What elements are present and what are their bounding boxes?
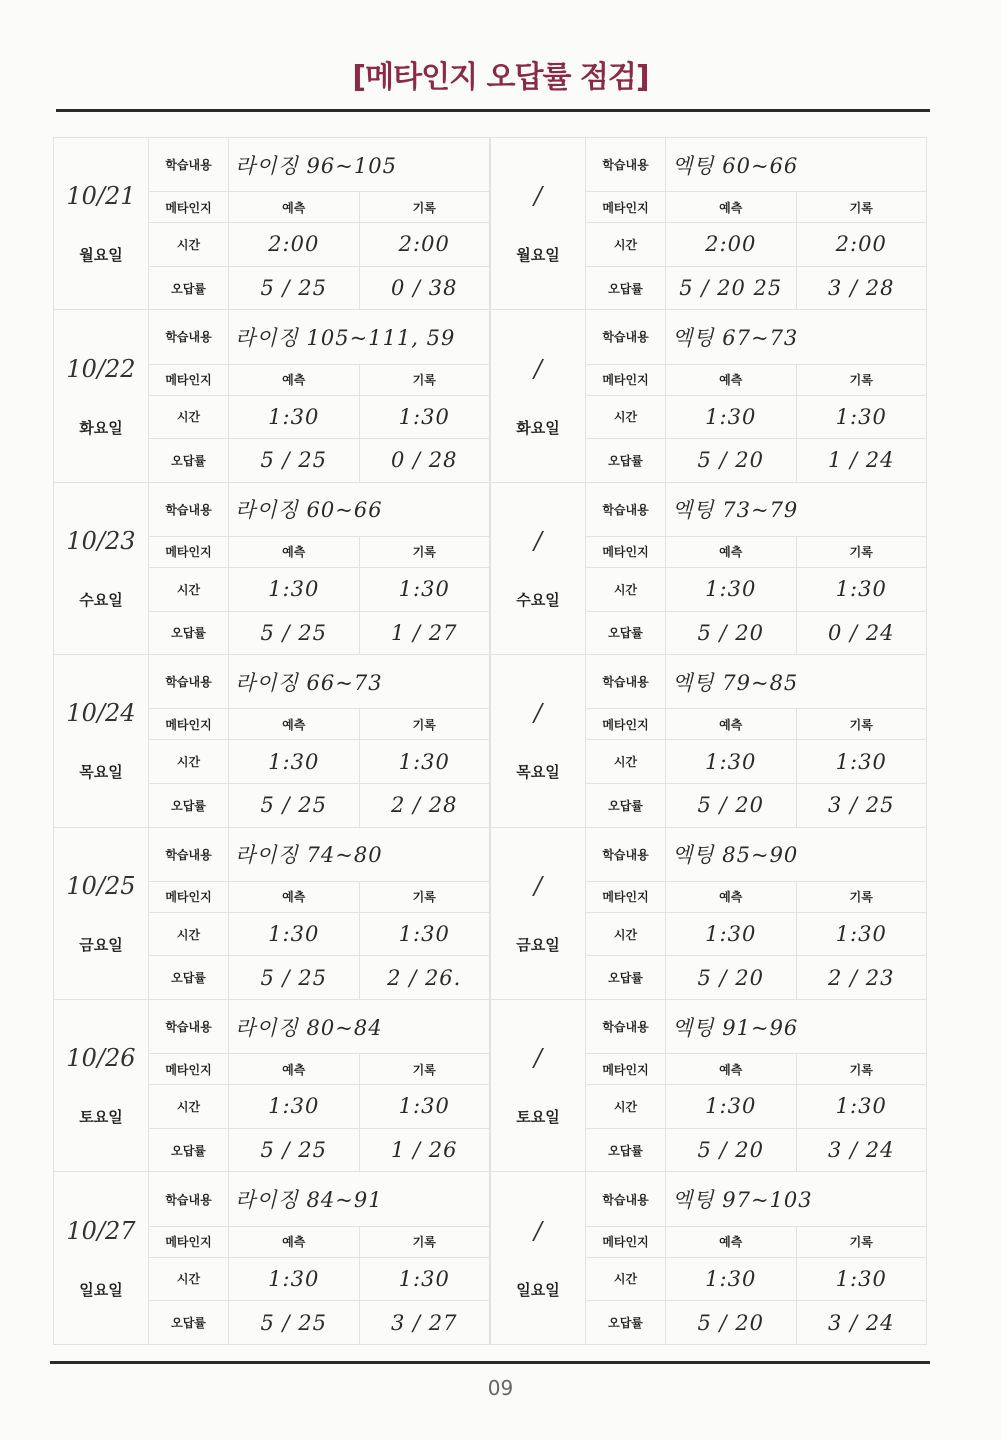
- content-label: 학습내용: [586, 138, 666, 192]
- error-predict-value: 5 / 25: [229, 266, 360, 310]
- day-cell: [54, 827, 149, 999]
- day-row-content: [491, 827, 927, 881]
- record-header: 기록: [796, 364, 927, 395]
- weekday-label: 목요일: [79, 763, 123, 782]
- content-label: 학습내용: [586, 1172, 666, 1226]
- error-rate-label: 오답률: [586, 1128, 666, 1172]
- day-cell: [491, 1172, 586, 1345]
- metacog-label: 메타인지: [586, 1054, 666, 1085]
- time-label: 시간: [149, 567, 229, 611]
- error-rate-label: 오답률: [586, 1301, 666, 1345]
- date-text: 10/25: [66, 871, 136, 900]
- time-predict-value: 1:30: [666, 1257, 797, 1301]
- metacog-label: 메타인지: [586, 536, 666, 567]
- weekday-label: 수요일: [516, 591, 560, 610]
- metacog-label: 메타인지: [149, 192, 229, 223]
- weekday-label: 화요일: [79, 418, 123, 437]
- predict-header: 예측: [229, 1226, 360, 1257]
- metacog-label: 메타인지: [586, 192, 666, 223]
- study-content-value: 라이징 60~66: [229, 482, 490, 536]
- record-header: 기록: [796, 1054, 927, 1085]
- error-rate-label: 오답률: [586, 611, 666, 655]
- day-cell: [491, 655, 586, 827]
- error-record-value: 2 / 26.: [359, 956, 490, 1000]
- day-cell: [54, 1000, 149, 1172]
- date-text: 10/24: [66, 699, 136, 728]
- content-label: 학습내용: [149, 138, 229, 192]
- study-content-value: 라이징 74~80: [229, 827, 490, 881]
- error-rate-label: 오답률: [586, 266, 666, 310]
- date-text: /: [533, 871, 543, 900]
- error-record-value: 3 / 24: [796, 1301, 927, 1345]
- error-predict-value: 5 / 25: [229, 1301, 360, 1345]
- study-content-value: 엑팅 73~79: [666, 482, 927, 536]
- study-content-value: 라이징 80~84: [229, 1000, 490, 1054]
- predict-header: 예측: [229, 364, 360, 395]
- time-record-value: 2:00: [796, 223, 927, 267]
- predict-header: 예측: [666, 536, 797, 567]
- content-label: 학습내용: [149, 310, 229, 364]
- date-text: 10/27: [66, 1216, 136, 1245]
- day-cell: [491, 1000, 586, 1172]
- date-text: 10/23: [66, 527, 136, 556]
- content-label: 학습내용: [149, 1172, 229, 1226]
- date-text: 10/21: [66, 182, 136, 211]
- time-record-value: 1:30: [359, 1085, 490, 1129]
- error-predict-value: 5 / 25: [229, 783, 360, 827]
- record-header: 기록: [796, 881, 927, 912]
- left-table: [53, 137, 490, 1345]
- study-content-value: 엑팅 79~85: [666, 655, 927, 709]
- weekday-label: 토요일: [79, 1108, 123, 1127]
- day-cell: [491, 138, 586, 310]
- error-rate-label: 오답률: [586, 956, 666, 1000]
- time-label: 시간: [149, 395, 229, 439]
- study-content-value: 라이징 84~91: [229, 1172, 490, 1226]
- time-record-value: 2:00: [359, 223, 490, 267]
- day-row-content: [491, 310, 927, 364]
- study-content-value: 엑팅 67~73: [666, 310, 927, 364]
- date-text: 10/26: [66, 1044, 136, 1073]
- time-predict-value: 1:30: [666, 912, 797, 956]
- date-text: /: [533, 1044, 543, 1073]
- metacog-label: 메타인지: [149, 881, 229, 912]
- day-row-content: [491, 1172, 927, 1226]
- weekday-label: 화요일: [516, 418, 560, 437]
- error-record-value: 2 / 28: [359, 783, 490, 827]
- predict-header: 예측: [666, 192, 797, 223]
- content-label: 학습내용: [586, 655, 666, 709]
- error-rate-label: 오답률: [149, 439, 229, 483]
- time-record-value: 1:30: [359, 740, 490, 784]
- time-label: 시간: [586, 912, 666, 956]
- content-label: 학습내용: [586, 482, 666, 536]
- error-predict-value: 5 / 20: [666, 783, 797, 827]
- weekday-label: 월요일: [79, 246, 123, 265]
- weekday-label: 금요일: [79, 935, 123, 954]
- metacog-label: 메타인지: [586, 709, 666, 740]
- day-row-content: [491, 482, 927, 536]
- day-row-content: [54, 827, 490, 881]
- record-header: 기록: [796, 709, 927, 740]
- time-record-value: 1:30: [359, 567, 490, 611]
- error-record-value: 1 / 24: [796, 439, 927, 483]
- record-header: 기록: [359, 881, 490, 912]
- time-label: 시간: [149, 912, 229, 956]
- time-record-value: 1:30: [796, 912, 927, 956]
- time-label: 시간: [149, 1257, 229, 1301]
- predict-header: 예측: [666, 364, 797, 395]
- predict-header: 예측: [666, 881, 797, 912]
- day-row-content: [491, 1000, 927, 1054]
- study-content-value: 라이징 96~105: [229, 138, 490, 192]
- content-label: 학습내용: [149, 655, 229, 709]
- predict-header: 예측: [229, 536, 360, 567]
- day-cell: [491, 827, 586, 999]
- study-content-value: 엑팅 85~90: [666, 827, 927, 881]
- metacog-label: 메타인지: [149, 536, 229, 567]
- day-cell: [54, 1172, 149, 1345]
- error-predict-value: 5 / 25: [229, 1128, 360, 1172]
- time-record-value: 1:30: [796, 740, 927, 784]
- predict-header: 예측: [666, 1226, 797, 1257]
- time-label: 시간: [586, 223, 666, 267]
- day-cell: [491, 482, 586, 654]
- time-record-value: 1:30: [359, 395, 490, 439]
- metacog-label: 메타인지: [149, 1226, 229, 1257]
- error-rate-label: 오답률: [149, 266, 229, 310]
- page-number: 09: [487, 1376, 514, 1400]
- error-record-value: 1 / 26: [359, 1128, 490, 1172]
- record-header: 기록: [359, 1054, 490, 1085]
- day-cell: [54, 655, 149, 827]
- time-record-value: 1:30: [359, 1257, 490, 1301]
- time-label: 시간: [586, 1085, 666, 1129]
- weekday-label: 목요일: [516, 763, 560, 782]
- error-record-value: 3 / 28: [796, 266, 927, 310]
- time-label: 시간: [586, 395, 666, 439]
- day-row-content: [491, 655, 927, 709]
- error-predict-value: 5 / 25: [229, 956, 360, 1000]
- content-label: 학습내용: [149, 1000, 229, 1054]
- record-header: 기록: [359, 364, 490, 395]
- record-header: 기록: [359, 192, 490, 223]
- day-row-content: [54, 482, 490, 536]
- time-label: 시간: [149, 1085, 229, 1129]
- error-predict-value: 5 / 25: [229, 611, 360, 655]
- error-record-value: 3 / 24: [796, 1128, 927, 1172]
- error-record-value: 3 / 27: [359, 1301, 490, 1345]
- content-label: 학습내용: [586, 827, 666, 881]
- weekday-label: 월요일: [516, 246, 560, 265]
- predict-header: 예측: [666, 1054, 797, 1085]
- day-row-content: [491, 138, 927, 192]
- weekday-label: 수요일: [79, 591, 123, 610]
- error-rate-label: 오답률: [586, 783, 666, 827]
- metacog-label: 메타인지: [149, 709, 229, 740]
- study-content-value: 라이징 105~111, 59: [229, 310, 490, 364]
- bottom-rule: [50, 1361, 930, 1364]
- weekday-label: 일요일: [79, 1280, 123, 1299]
- content-label: 학습내용: [586, 1000, 666, 1054]
- tracking-tables: [53, 137, 927, 1345]
- error-predict-value: 5 / 20: [666, 956, 797, 1000]
- page-title: [메타인지 오답률 점검]: [352, 60, 649, 95]
- day-row-content: [54, 310, 490, 364]
- error-record-value: 0 / 24: [796, 611, 927, 655]
- day-cell: [491, 310, 586, 482]
- day-cell: [54, 482, 149, 654]
- time-predict-value: 1:30: [666, 1085, 797, 1129]
- day-row-content: [54, 1172, 490, 1226]
- time-label: 시간: [586, 740, 666, 784]
- study-content-value: 엑팅 91~96: [666, 1000, 927, 1054]
- error-rate-label: 오답률: [149, 1128, 229, 1172]
- time-predict-value: 1:30: [229, 567, 360, 611]
- record-header: 기록: [796, 536, 927, 567]
- time-predict-value: 2:00: [666, 223, 797, 267]
- error-record-value: 1 / 27: [359, 611, 490, 655]
- error-record-value: 0 / 28: [359, 439, 490, 483]
- date-text: /: [533, 527, 543, 556]
- day-row-content: [54, 138, 490, 192]
- time-predict-value: 1:30: [666, 567, 797, 611]
- predict-header: 예측: [229, 1054, 360, 1085]
- time-record-value: 1:30: [796, 1085, 927, 1129]
- metacog-label: 메타인지: [586, 1226, 666, 1257]
- date-text: /: [533, 354, 543, 383]
- content-label: 학습내용: [586, 310, 666, 364]
- metacog-label: 메타인지: [149, 1054, 229, 1085]
- metacog-label: 메타인지: [149, 364, 229, 395]
- error-predict-value: 5 / 25: [229, 439, 360, 483]
- record-header: 기록: [359, 1226, 490, 1257]
- time-label: 시간: [149, 223, 229, 267]
- predict-header: 예측: [229, 709, 360, 740]
- metacog-label: 메타인지: [586, 364, 666, 395]
- date-text: /: [533, 699, 543, 728]
- time-predict-value: 1:30: [666, 740, 797, 784]
- time-label: 시간: [149, 740, 229, 784]
- metacog-label: 메타인지: [586, 881, 666, 912]
- weekday-label: 금요일: [516, 935, 560, 954]
- right-table: [490, 137, 927, 1345]
- time-predict-value: 2:00: [229, 223, 360, 267]
- error-rate-label: 오답률: [586, 439, 666, 483]
- date-text: /: [533, 1216, 543, 1245]
- day-row-content: [54, 1000, 490, 1054]
- time-label: 시간: [586, 1257, 666, 1301]
- content-label: 학습내용: [149, 482, 229, 536]
- top-rule: [56, 109, 930, 112]
- error-rate-label: 오답률: [149, 611, 229, 655]
- record-header: 기록: [796, 192, 927, 223]
- time-record-value: 1:30: [796, 1257, 927, 1301]
- left-table-wrap: [53, 137, 490, 1345]
- error-rate-label: 오답률: [149, 956, 229, 1000]
- day-cell: [54, 138, 149, 310]
- error-predict-value: 5 / 20: [666, 611, 797, 655]
- content-label: 학습내용: [149, 827, 229, 881]
- weekday-label: 토요일: [516, 1108, 560, 1127]
- time-record-value: 1:30: [359, 912, 490, 956]
- day-row-content: [54, 655, 490, 709]
- record-header: 기록: [796, 1226, 927, 1257]
- error-predict-value: 5 / 20: [666, 439, 797, 483]
- time-label: 시간: [586, 567, 666, 611]
- time-predict-value: 1:30: [229, 1085, 360, 1129]
- study-content-value: 엑팅 60~66: [666, 138, 927, 192]
- error-rate-label: 오답률: [149, 1301, 229, 1345]
- time-predict-value: 1:30: [229, 395, 360, 439]
- time-record-value: 1:30: [796, 567, 927, 611]
- error-rate-label: 오답률: [149, 783, 229, 827]
- weekday-label: 일요일: [516, 1280, 560, 1299]
- time-record-value: 1:30: [796, 395, 927, 439]
- study-content-value: 엑팅 97~103: [666, 1172, 927, 1226]
- time-predict-value: 1:30: [229, 740, 360, 784]
- predict-header: 예측: [229, 192, 360, 223]
- date-text: 10/22: [66, 354, 136, 383]
- error-record-value: 3 / 25: [796, 783, 927, 827]
- time-predict-value: 1:30: [229, 1257, 360, 1301]
- record-header: 기록: [359, 709, 490, 740]
- predict-header: 예측: [666, 709, 797, 740]
- date-text: /: [533, 182, 543, 211]
- error-predict-value: 5 / 20: [666, 1128, 797, 1172]
- error-record-value: 2 / 23: [796, 956, 927, 1000]
- time-predict-value: 1:30: [666, 395, 797, 439]
- right-table-wrap: [490, 137, 927, 1345]
- error-predict-value: 5 / 20: [666, 1301, 797, 1345]
- study-content-value: 라이징 66~73: [229, 655, 490, 709]
- record-header: 기록: [359, 536, 490, 567]
- predict-header: 예측: [229, 881, 360, 912]
- time-predict-value: 1:30: [229, 912, 360, 956]
- error-record-value: 0 / 38: [359, 266, 490, 310]
- day-cell: [54, 310, 149, 482]
- error-predict-value: 5 / 20 25: [666, 266, 797, 310]
